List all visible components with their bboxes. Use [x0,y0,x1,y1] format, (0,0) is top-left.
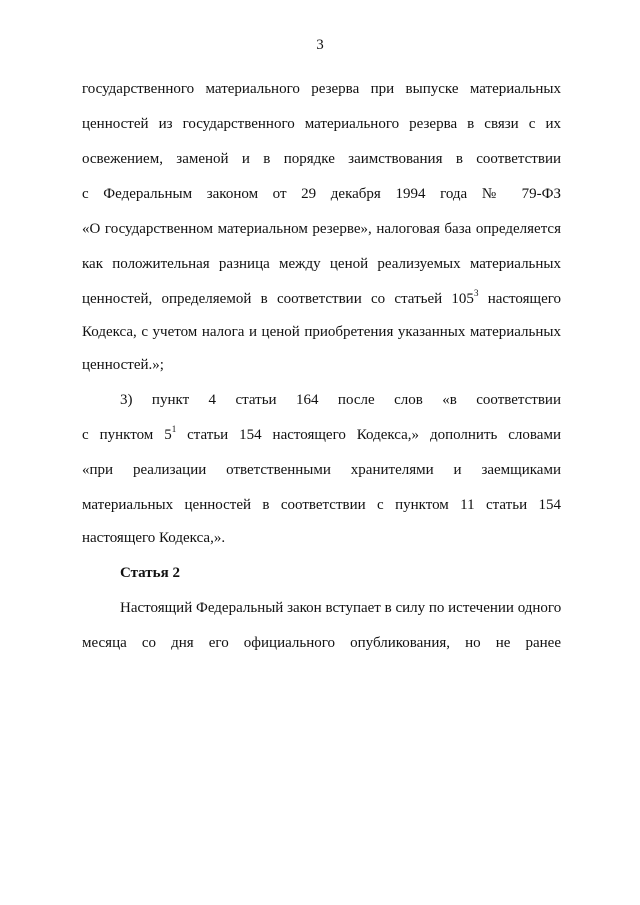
text-segment: настоящего [478,291,562,307]
text-line: «при реализации ответственными хранителями и заемщиками [82,462,561,478]
text-line: Кодекса, с учетом налога и ценой приобретения указанных материальных [82,324,561,340]
text-line: ценностей из государственного материального резерва в связи с их [82,116,561,132]
article-heading: Статья 2 [120,565,180,581]
text-line: Настоящий Федеральный закон вступает в силу по истечении одного [120,600,562,616]
text-line: «О государственном материальном резерве», налоговая база определяется [82,221,561,237]
text-line: ценностей.»; [82,357,164,373]
text-line: с Федеральным законом от 29 декабря 1994 года № 79-ФЗ [82,186,561,202]
superscript: 1 [171,424,177,434]
page-number: 3 [316,37,324,53]
text-line: государственного материального резерва при выпуске материальных [82,81,561,97]
text-segment: статьи 154 настоящего Кодекса,» дополнить словами [176,427,561,443]
superscript: 3 [473,288,479,298]
text-line: 3) пункт 4 статьи 164 после слов «в соответствии [120,392,561,408]
text-line: как положительная разница между ценой реализуемых материальных [82,256,561,272]
text-line [82,425,561,445]
text-segment: с пунктом 5 [82,427,172,443]
text-line [82,289,561,309]
text-line: настоящего Кодекса,». [82,530,226,546]
text-line: освежением, заменой и в порядке заимствования в соответствии [82,151,561,167]
text-line: месяца со дня его официального опубликования, но не ранее [82,635,561,651]
text-line: материальных ценностей в соответствии с пунктом 11 статьи 154 [82,497,561,513]
text-segment: ценностей, определяемой в соответствии со статьей 105 [82,291,474,307]
